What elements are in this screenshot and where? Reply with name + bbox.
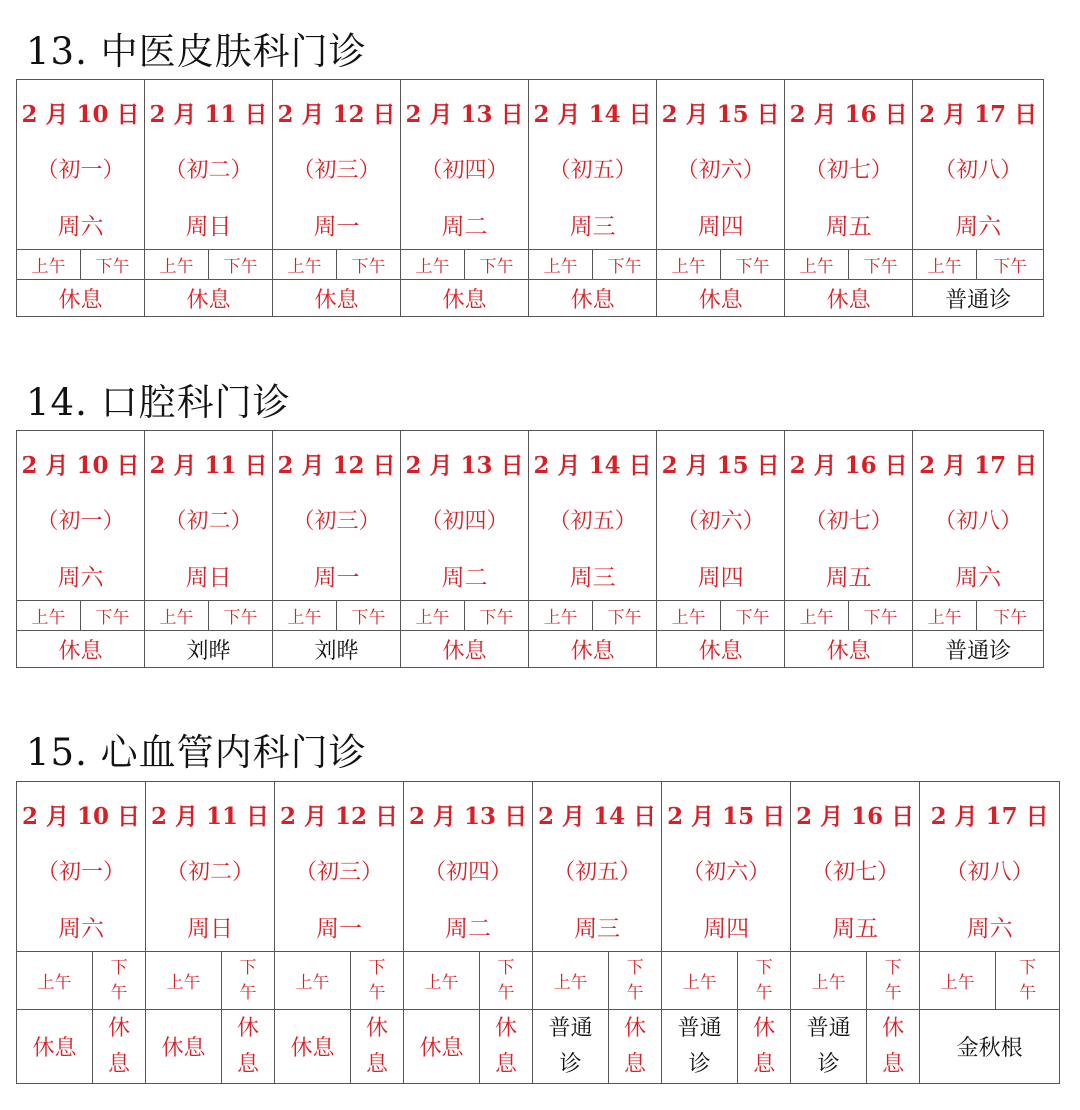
section-13-title: 13. 中医皮肤科门诊 [26,30,367,73]
day-header-row [17,782,1060,952]
lunar-label: （初七） [811,859,900,885]
day-header-cell [533,782,662,952]
weekday-label: 周五 [825,213,872,240]
section-13 [16,30,1046,330]
pm-schedule-cell: 休息 [93,1010,146,1084]
section-15 [16,731,1061,1101]
lunar-label: （初三） [292,157,381,183]
day-header-cell [529,431,657,601]
day-header-cell [145,431,273,601]
am-schedule-cell: 普通诊 [662,1010,738,1084]
weekday-label: 周四 [697,213,744,240]
lunar-label: （初五） [553,859,642,885]
schedule-cell: 休息 [529,280,657,317]
day-header-cell [401,431,529,601]
day-header-cell [913,431,1044,601]
day-header-cell [529,80,657,250]
am-label: 上午 [17,250,81,280]
schedule-cell: 休息 [17,280,145,317]
pm-label: 下午 [81,250,145,280]
pm-label: 下午 [609,952,662,1010]
pm-schedule-cell: 休息 [609,1010,662,1084]
am-label: 上午 [401,250,465,280]
weekday-label: 周一 [313,213,360,240]
date-label: 2 月 11 日 [149,451,268,479]
day-header-cell [145,80,273,250]
lunar-label: （初八） [934,508,1023,534]
day-header-cell [273,80,401,250]
am-label: 上午 [920,952,996,1010]
weekday-label: 周日 [185,564,232,591]
pm-label: 下午 [480,952,533,1010]
half-day-row [17,952,1060,1010]
am-label: 上午 [913,250,977,280]
am-label: 上午 [273,601,337,631]
pm-label: 下午 [849,601,913,631]
am-label: 上午 [275,952,351,1010]
date-label: 2 月 12 日 [280,802,399,830]
day-header-cell [920,782,1060,952]
date-label: 2 月 11 日 [149,100,268,128]
pm-label: 下午 [721,601,785,631]
am-label: 上午 [785,601,849,631]
date-label: 2 月 16 日 [789,100,908,128]
date-label: 2 月 14 日 [533,451,652,479]
date-label: 2 月 10 日 [21,100,140,128]
date-label: 2 月 15 日 [667,802,786,830]
day-header-cell [17,80,145,250]
date-label: 2 月 15 日 [661,100,780,128]
weekday-label: 周五 [832,915,879,942]
date-label: 2 月 15 日 [661,451,780,479]
day-header-cell [275,782,404,952]
pm-label: 下午 [977,250,1044,280]
section-13-table [16,79,1044,317]
pm-schedule-cell: 休息 [480,1010,533,1084]
lunar-label: （初二） [164,157,253,183]
lunar-label: （初二） [166,859,255,885]
half-day-row [17,601,1044,631]
pm-label: 下午 [849,250,913,280]
pm-label: 下午 [977,601,1044,631]
pm-label: 下午 [593,250,657,280]
weekday-label: 周一 [313,564,360,591]
weekday-label: 周日 [185,213,232,240]
day-header-cell [404,782,533,952]
weekday-label: 周六 [58,915,104,942]
schedule-cell: 普通诊 [913,280,1044,317]
am-label: 上午 [533,952,609,1010]
pm-schedule-cell: 休息 [867,1010,920,1084]
day-header-cell [401,80,529,250]
day-header-cell [785,431,913,601]
half-day-row [17,250,1044,280]
lunar-label: （初六） [676,508,765,534]
day-header-cell [17,431,145,601]
day-header-cell [662,782,791,952]
lunar-label: （初八） [934,157,1023,183]
date-label: 2 月 13 日 [405,100,524,128]
weekday-label: 周五 [825,564,872,591]
pm-schedule-cell: 休息 [222,1010,275,1084]
lunar-label: （初六） [676,157,765,183]
pm-label: 下午 [93,952,146,1010]
am-label: 上午 [401,601,465,631]
date-label: 2 月 14 日 [533,100,652,128]
schedule-cell: 休息 [401,280,529,317]
am-label: 上午 [791,952,867,1010]
am-schedule-cell: 休息 [17,1010,93,1084]
am-label: 上午 [146,952,222,1010]
schedule-cell: 休息 [785,631,913,668]
date-label: 2 月 12 日 [277,100,396,128]
lunar-label: （初一） [36,157,125,183]
lunar-label: （初三） [295,859,384,885]
weekday-label: 周日 [187,915,234,942]
date-label: 2 月 16 日 [796,802,915,830]
date-label: 2 月 13 日 [405,451,524,479]
lunar-label: （初四） [424,859,513,885]
am-schedule-cell: 休息 [275,1010,351,1084]
am-schedule-cell: 普通诊 [533,1010,609,1084]
am-label: 上午 [273,250,337,280]
date-label: 2 月 17 日 [930,802,1049,830]
pm-schedule-cell: 休息 [351,1010,404,1084]
lunar-label: （初四） [420,157,509,183]
schedule-cell: 休息 [529,631,657,668]
weekday-label: 周二 [441,213,488,240]
date-label: 2 月 12 日 [277,451,396,479]
pm-label: 下午 [337,250,401,280]
weekday-label: 周三 [569,564,616,591]
am-label: 上午 [17,952,93,1010]
section-15-table [16,781,1060,1084]
section-14-title: 14. 口腔科门诊 [26,381,291,424]
section-15-title: 15. 心血管内科门诊 [26,731,367,774]
weekday-label: 周三 [569,213,616,240]
lunar-label: （初四） [420,508,509,534]
lunar-label: （初六） [682,859,771,885]
date-label: 2 月 16 日 [789,451,908,479]
day-header-cell [785,80,913,250]
am-schedule-cell: 普通诊 [791,1010,867,1084]
section-14 [16,381,1046,681]
date-label: 2 月 17 日 [919,100,1038,128]
day-header-cell [146,782,275,952]
date-label: 2 月 14 日 [538,802,657,830]
am-label: 上午 [145,250,209,280]
am-label: 上午 [662,952,738,1010]
pm-label: 下午 [738,952,791,1010]
lunar-label: （初三） [292,508,381,534]
lunar-label: （初一） [36,508,125,534]
weekday-label: 周六 [955,213,1002,240]
pm-label: 下午 [222,952,275,1010]
lunar-label: （初八） [945,859,1034,885]
schedule-row [17,631,1044,668]
schedule-cell: 休息 [785,280,913,317]
pm-label: 下午 [209,601,273,631]
am-label: 上午 [145,601,209,631]
day-header-row [17,80,1044,250]
weekday-label: 周二 [445,915,492,942]
pm-label: 下午 [465,601,529,631]
schedule-cell: 刘晔 [273,631,401,668]
pm-label: 下午 [81,601,145,631]
weekday-label: 周三 [574,915,621,942]
schedule-cell: 休息 [273,280,401,317]
am-label: 上午 [657,250,721,280]
schedule-row [17,1010,1060,1084]
date-label: 2 月 17 日 [919,451,1038,479]
weekday-label: 周六 [57,213,104,240]
weekday-label: 周四 [697,564,744,591]
lunar-label: （初二） [164,508,253,534]
am-label: 上午 [657,601,721,631]
lunar-label: （初七） [804,508,893,534]
pm-label: 下午 [867,952,920,1010]
pm-label: 下午 [337,601,401,631]
lunar-label: （初七） [804,157,893,183]
date-label: 2 月 10 日 [21,802,141,830]
schedule-cell: 刘晔 [145,631,273,668]
weekday-label: 周一 [316,915,363,942]
schedule-cell: 休息 [145,280,273,317]
pm-schedule-cell: 休息 [738,1010,791,1084]
am-label: 上午 [17,601,81,631]
pm-label: 下午 [593,601,657,631]
pm-label: 下午 [209,250,273,280]
day-header-cell [791,782,920,952]
lunar-label: （初五） [548,157,637,183]
all-day-schedule-cell: 金秋根 [920,1010,1060,1084]
weekday-label: 周二 [441,564,488,591]
schedule-cell: 休息 [17,631,145,668]
weekday-label: 周六 [57,564,104,591]
am-label: 上午 [785,250,849,280]
lunar-label: （初五） [548,508,637,534]
schedule-cell: 休息 [657,631,785,668]
date-label: 2 月 11 日 [151,802,270,830]
section-14-table [16,430,1044,668]
am-label: 上午 [529,601,593,631]
day-header-cell [17,782,146,952]
schedule-cell: 普通诊 [913,631,1044,668]
pm-label: 下午 [465,250,529,280]
weekday-label: 周四 [703,915,750,942]
schedule-row [17,280,1044,317]
day-header-cell [657,431,785,601]
day-header-row [17,431,1044,601]
pm-label: 下午 [996,952,1060,1010]
am-schedule-cell: 休息 [404,1010,480,1084]
date-label: 2 月 10 日 [21,451,140,479]
day-header-cell [657,80,785,250]
weekday-label: 周六 [966,915,1013,942]
schedule-cell: 休息 [657,280,785,317]
am-label: 上午 [913,601,977,631]
lunar-label: （初一） [37,859,126,885]
schedule-cell: 休息 [401,631,529,668]
weekday-label: 周六 [955,564,1002,591]
day-header-cell [273,431,401,601]
day-header-cell [913,80,1044,250]
am-label: 上午 [404,952,480,1010]
date-label: 2 月 13 日 [409,802,528,830]
am-schedule-cell: 休息 [146,1010,222,1084]
pm-label: 下午 [721,250,785,280]
am-label: 上午 [529,250,593,280]
pm-label: 下午 [351,952,404,1010]
